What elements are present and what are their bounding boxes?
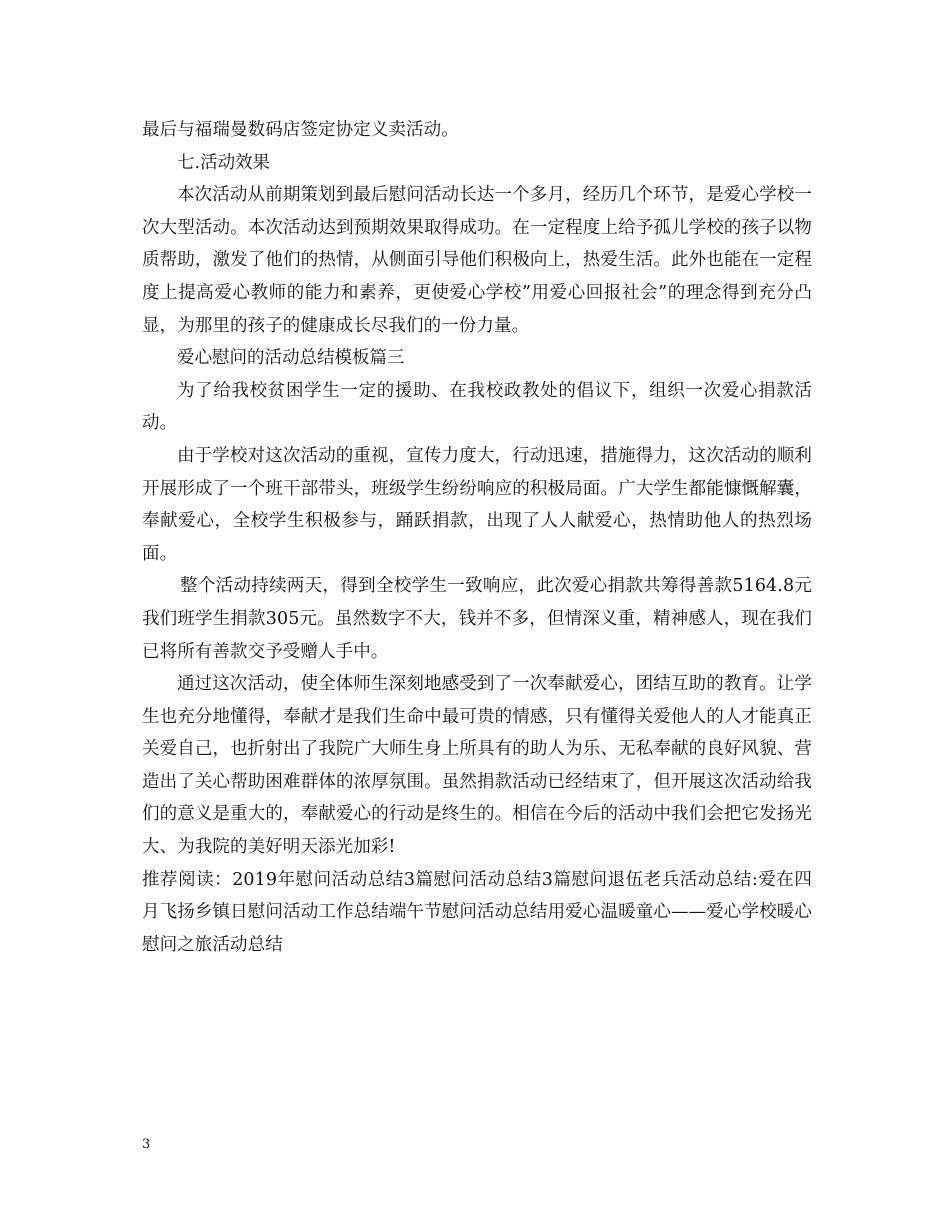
paragraph-continuation: 最后与福瑞曼数码店签定协定义卖活动。	[142, 120, 459, 140]
paragraph-activity-effect: 本次活动从前期策划到最后慰问活动长达一个多月，经历几个环节，是爱心学校一次大型活动。本次活动达到预期效果取得成功。在一定程度上给予孤儿学校的孩子以物质帮助，激发了他们的热情，从侧面引导他们积极向上，热爱生活。此外也能在一定程度上提高爱心教师的能力和素养，更使爱心学校”用爱心回报社会”的理念得到充分凸显，为那里的孩子的健康成长尽我们的一份力量。	[142, 185, 812, 336]
paragraph-school-response: 由于学校对这次活动的重视，宣传力度大，行动迅速，措施得力，这次活动的顺利开展形成了一个班干部带头，班级学生纷纷响应的积极局面。广大学生都能慷慨解囊，奉献爱心，全校学生积极参与，踊跃捐款，出现了人人献爱心，热情助他人的热烈场面。	[142, 445, 812, 564]
page-number: 3	[142, 1137, 151, 1152]
paragraph-donation-amount: 整个活动持续两天，得到全校学生一致响应，此次爱心捐款共筹得善款5164.8元我们班学生捐款305元。虽然数字不大，钱并不多，但情深义重，精神感人，现在我们已将所有善款交予受赠人手中。	[142, 576, 812, 662]
section-heading-activity-effect: 七.活动效果	[177, 152, 271, 173]
paragraph-conclusion: 通过这次活动，使全体师生深刻地感受到了一次奉献爱心，团结互助的教育。让学生也充分地懂得，奉献才是我们生命中最可贵的情感，只有懂得关爱他人的人才能真正关爱自己，也折射出了我院广大师生身上所具有的助人为乐、无私奉献的良好风貌、营造出了关心帮助困难群体的浓厚氛围。虽然捐款活动已经结束了，但开展这次活动给我们的意义是重大的，奉献爱心的行动是终生的。相信在今后的活动中我们会把它发扬光大、为我院的美好明天添光加彩!	[142, 674, 812, 858]
section-heading-template-three: 爱心慰问的活动总结模板篇三	[177, 348, 405, 369]
document-body	[142, 114, 812, 961]
paragraph-intro: 为了给我校贫困学生一定的援助、在我校政教处的倡议下，组织一次爱心捐款活动。	[142, 380, 812, 434]
recommended-reading: 推荐阅读：2019年慰问活动总结3篇慰问活动总结3篇慰问退伍老兵活动总结:爱在四月飞扬乡镇日慰问活动工作总结端午节慰问活动总结用爱心温暖童心——爱心学校暖心慰问之旅活动总结	[142, 869, 813, 955]
